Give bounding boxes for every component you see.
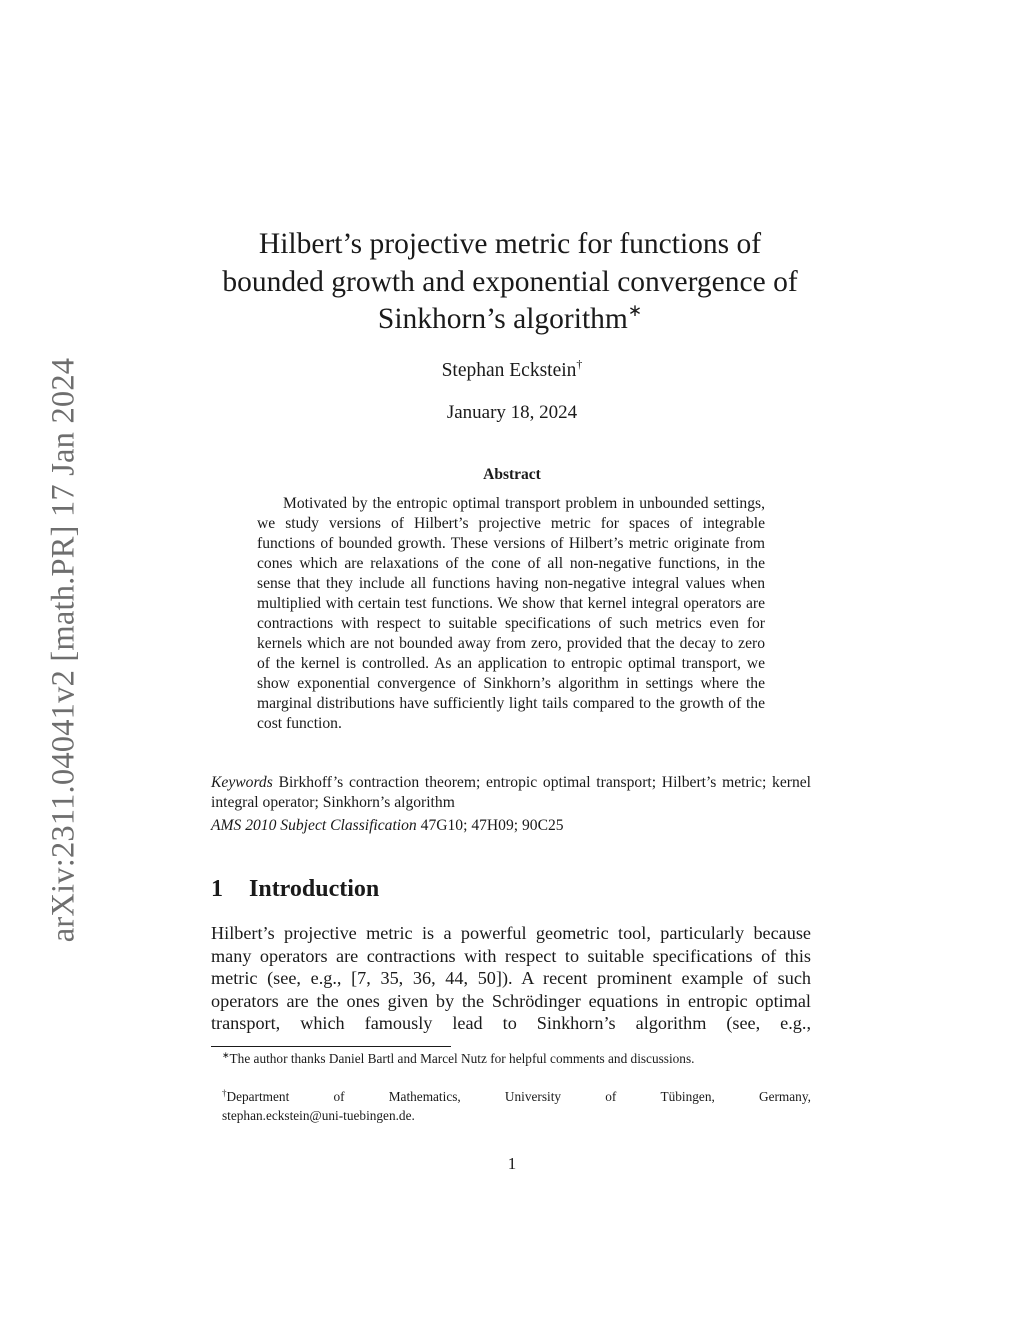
section-number: 1	[211, 876, 223, 902]
footnote-2-word: Germany,	[759, 1089, 811, 1104]
footnote-affiliation	[211, 1088, 811, 1125]
footnote-2-word: Tübingen,	[660, 1089, 715, 1104]
author-footnote-mark: †	[576, 357, 583, 371]
footnote-2-word: University	[504, 1089, 562, 1104]
section-title: Introduction	[249, 876, 380, 902]
ams-classification	[211, 816, 811, 836]
footnote-acknowledgement	[211, 1050, 811, 1069]
page-number: 1	[507, 1154, 517, 1173]
footnote-2-word: of	[333, 1089, 345, 1104]
title-line-3-text: Sinkhorn’s algorithm	[377, 303, 628, 335]
footnote-2-word: Mathematics,	[388, 1089, 461, 1104]
footnote-2-email: stephan.eckstein@uni-tuebingen.de.	[222, 1107, 415, 1123]
footnote-2-word	[211, 1088, 289, 1107]
footnote-2-word-text: Department	[226, 1089, 290, 1104]
title-line-2: bounded growth and exponential convergence of	[222, 265, 798, 298]
abstract-heading: Abstract	[483, 466, 541, 483]
footnote-2-line-1	[211, 1088, 811, 1107]
ams-text: 47G10; 47H09; 90C25	[420, 817, 564, 834]
introduction-paragraph: Hilbert’s projective metric is a powerful geometric tool, particularly because many operators are contractions with respect to suitable specifications of this metric (see, e.g., [7, 35, 36, 44, 50]). A recent prominent example of such operators are the ones given by the Schrödinger equations in entropic optimal transport, which famously lead to Sinkhorn’s algorithm (see, e.g.,	[211, 923, 811, 1033]
footnote-1-mark: ∗	[222, 1050, 230, 1060]
title-line-3	[200, 301, 820, 339]
arxiv-identifier: arXiv:2311.04041v2 [math.PR] 17 Jan 2024	[45, 357, 82, 943]
paper-title	[200, 226, 820, 339]
section-heading	[211, 876, 379, 903]
publication-date: January 18, 2024	[446, 402, 578, 423]
author-name	[0, 357, 1024, 382]
footnote-2-word: of	[605, 1089, 617, 1104]
ams-label: AMS 2010 Subject Classification	[211, 817, 417, 834]
title-footnote-mark: ∗	[627, 301, 643, 320]
keywords-text: Birkhoff’s contraction theorem; entropic optimal transport; Hilbert’s metric; kernel integral operator; Sinkhorn’s algorithm	[211, 774, 812, 811]
footnote-2-mark: †	[222, 1088, 227, 1098]
title-line-1: Hilbert’s projective metric for functions of	[258, 228, 762, 260]
keywords-label: Keywords	[211, 774, 273, 791]
keywords	[211, 773, 811, 813]
author-text: Stephan Eckstein	[441, 360, 577, 381]
footnote-divider	[211, 1046, 451, 1047]
footnote-1-text: The author thanks Daniel Bartl and Marcel Nutz for helpful comments and discussions.	[229, 1051, 695, 1066]
abstract-body: Motivated by the entropic optimal transport problem in unbounded settings, we study versions of Hilbert’s projective metric for spaces of integrable functions of bounded growth. These versions of Hilbert’s metric originate from cones which are relaxations of the cone of all non-negative functions, in the sense that they include all functions having non-negative integral values when multiplied with certain test functions. We show that kernel integral operators are contractions with respect to suitable specifications of such metrics even for kernels which are not bounded away from zero, provided that the decay to zero of the kernel is controlled. As an application to entropic optimal transport, we show exponential convergence of Sinkhorn’s algorithm in settings where the marginal distributions have sufficiently light tails compared to the growth of the cost function.	[257, 495, 765, 732]
